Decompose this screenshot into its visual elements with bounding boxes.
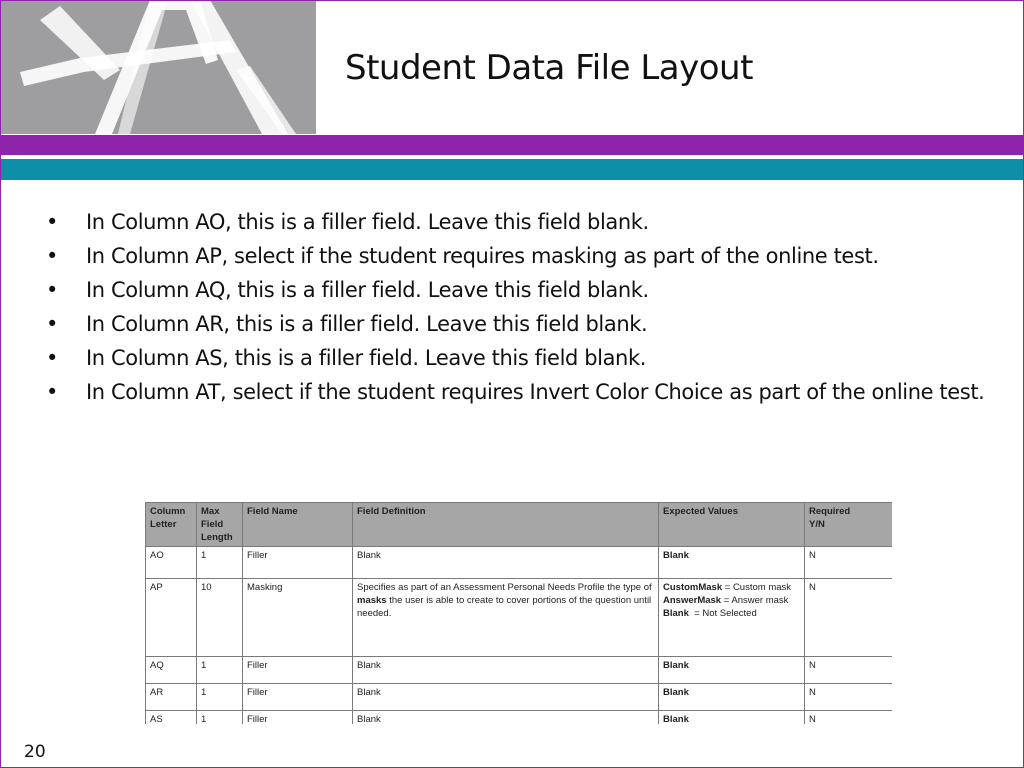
cell-required: N [805,547,893,579]
bullet-dot-icon: • [46,244,58,268]
bullet-text: In Column AO, this is a filler field. Leave this field blank. [86,210,649,234]
bullet-dot-icon: • [46,346,58,370]
bullet-text: In Column AQ, this is a filler field. Leave this field blank. [86,278,649,302]
cell-field-definition: Specifies as part of an Assessment Personal Needs Profile the type of masks the user is able to create to cover portions of the question until needed. [353,579,659,657]
cell-column-letter: AQ [146,657,197,684]
stylized-letter-a-logo-icon [0,0,316,134]
bullet-item [46,273,996,307]
bullet-text: In Column AS, this is a filler field. Leave this field blank. [86,346,647,370]
cell-field-definition: Blank [353,711,659,725]
logo [0,0,316,134]
cell-expected-values: Blank [659,711,805,725]
bullet-text: In Column AP, select if the student requires masking as part of the online test. [86,244,879,268]
data-layout-table-image [145,502,892,724]
cell-field-name: Filler [243,711,353,725]
cell-column-letter: AO [146,547,197,579]
cell-field-definition: Blank [353,657,659,684]
table-row [146,579,893,657]
data-layout-table [145,502,892,724]
header-field-name: Field Name [243,503,353,547]
cell-max-length: 1 [197,684,243,711]
cell-expected-values: Blank [659,684,805,711]
cell-max-length: 1 [197,657,243,684]
cell-required: N [805,684,893,711]
cell-field-name: Filler [243,657,353,684]
cell-expected-values: Blank [659,547,805,579]
bullet-item [46,307,996,341]
cell-field-definition: Blank [353,547,659,579]
header-required: Required Y/N [805,503,893,547]
header-field-definition: Field Definition [353,503,659,547]
cell-field-name: Filler [243,547,353,579]
slide-title: Student Data File Layout [345,48,753,88]
cell-max-length: 1 [197,547,243,579]
cell-required: N [805,579,893,657]
cell-required: N [805,657,893,684]
bullet-dot-icon: • [46,312,58,336]
header-expected-values: Expected Values [659,503,805,547]
header-max-field-length: Max Field Length [197,503,243,547]
table-row [146,711,893,725]
cell-column-letter: AR [146,684,197,711]
bullet-dot-icon: • [46,380,58,404]
bullet-text: In Column AR, this is a filler field. Leave this field blank. [86,312,648,336]
cell-field-definition: Blank [353,684,659,711]
cell-expected-values: Blank [659,657,805,684]
table-row [146,547,893,579]
header-band-purple [0,135,1024,155]
bullet-dot-icon: • [46,210,58,234]
cell-field-name: Filler [243,684,353,711]
table-row [146,657,893,684]
cell-column-letter: AP [146,579,197,657]
bullet-list [46,205,996,409]
cell-column-letter: AS [146,711,197,725]
table-header-row [146,503,893,547]
page-number: 20 [24,742,46,762]
bullet-item [46,375,996,409]
cell-max-length: 1 [197,711,243,725]
cell-max-length: 10 [197,579,243,657]
cell-field-name: Masking [243,579,353,657]
bullet-text: In Column AT, select if the student requires Invert Color Choice as part of the online test. [86,380,985,404]
header-band-teal [0,159,1024,180]
bullet-item [46,341,996,375]
bullet-dot-icon: • [46,278,58,302]
bullet-item [46,205,996,239]
header-column-letter: Column Letter [146,503,197,547]
bullet-item [46,239,996,273]
cell-required: N [805,711,893,725]
table-row [146,684,893,711]
cell-expected-values: CustomMask = Custom mask AnswerMask = Answer mask Blank = Not Selected [659,579,805,657]
